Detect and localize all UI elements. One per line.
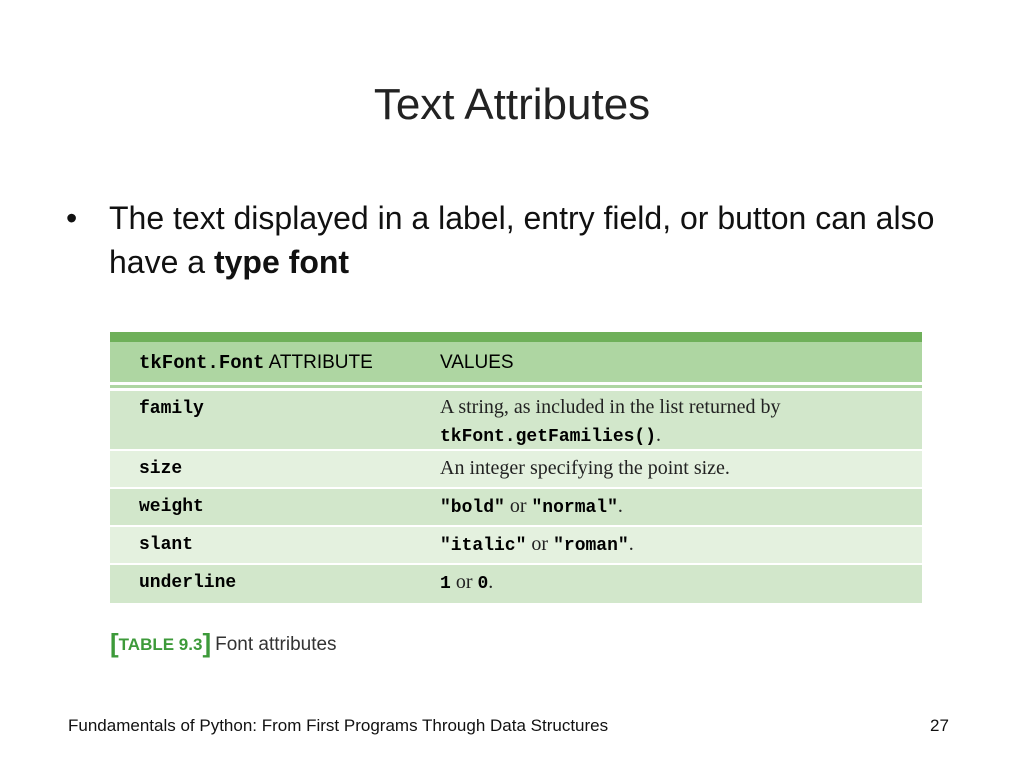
- row-value-tail: .: [628, 533, 634, 555]
- row-value-line: [440, 421, 910, 451]
- row-value-code: "italic": [440, 536, 527, 556]
- header-values: VALUES: [440, 352, 514, 373]
- row-value: [440, 568, 910, 598]
- row-value: [440, 530, 910, 560]
- row-value-or: or: [450, 571, 478, 593]
- font-attributes-table: [110, 332, 922, 603]
- table-header: [110, 342, 922, 382]
- bullet-marker: •: [66, 200, 78, 236]
- row-value-line: A string, as included in the list returned by: [440, 396, 781, 418]
- row-value: An integer specifying the point size.: [440, 457, 730, 479]
- row-key: underline: [139, 573, 237, 593]
- table-row: [110, 391, 922, 451]
- footer-book-title: Fundamentals of Python: From First Programs Through Data Structures: [68, 716, 609, 735]
- row-value-tail: .: [488, 571, 494, 593]
- row-value-code: tkFont.getFamilies(): [440, 427, 657, 447]
- table-row: [110, 527, 922, 565]
- bullet-text: [109, 196, 939, 284]
- row-value: [440, 492, 910, 522]
- row-key: size: [139, 459, 183, 479]
- row-key: slant: [139, 535, 194, 555]
- caption-close-bracket: ]: [202, 628, 212, 658]
- caption-open-bracket: [: [110, 628, 119, 658]
- slide-title: Text Attributes: [373, 80, 651, 129]
- row-key: family: [139, 399, 204, 419]
- header-attribute: [139, 352, 373, 374]
- row-value-code: "normal": [531, 498, 618, 518]
- row-value-code: 0: [477, 574, 489, 594]
- row-value-code: "bold": [440, 498, 505, 518]
- table-row: [110, 565, 922, 603]
- table-row: [110, 489, 922, 527]
- row-value-or: or: [526, 533, 554, 555]
- row-value-tail: .: [656, 424, 662, 446]
- table-caption: [110, 626, 337, 657]
- row-value-tail: .: [617, 495, 623, 517]
- header-attribute-label: ATTRIBUTE: [264, 352, 373, 373]
- row-value-code: 1: [440, 574, 451, 594]
- bullet-text-plain: The text displayed in a label, entry field, or button can also have a: [109, 200, 935, 280]
- table-row: [110, 451, 922, 489]
- caption-table-number: TABLE 9.3: [118, 635, 203, 654]
- row-value-code: "roman": [553, 536, 629, 556]
- header-attribute-code: tkFont.Font: [139, 352, 265, 374]
- footer-page-number: 27: [930, 716, 949, 735]
- bullet-text-bold: type font: [213, 244, 350, 280]
- caption-text: Font attributes: [215, 634, 337, 655]
- row-value-or: or: [504, 495, 532, 517]
- table-top-bar: [110, 332, 922, 342]
- row-value: [440, 393, 910, 451]
- row-key: weight: [139, 497, 204, 517]
